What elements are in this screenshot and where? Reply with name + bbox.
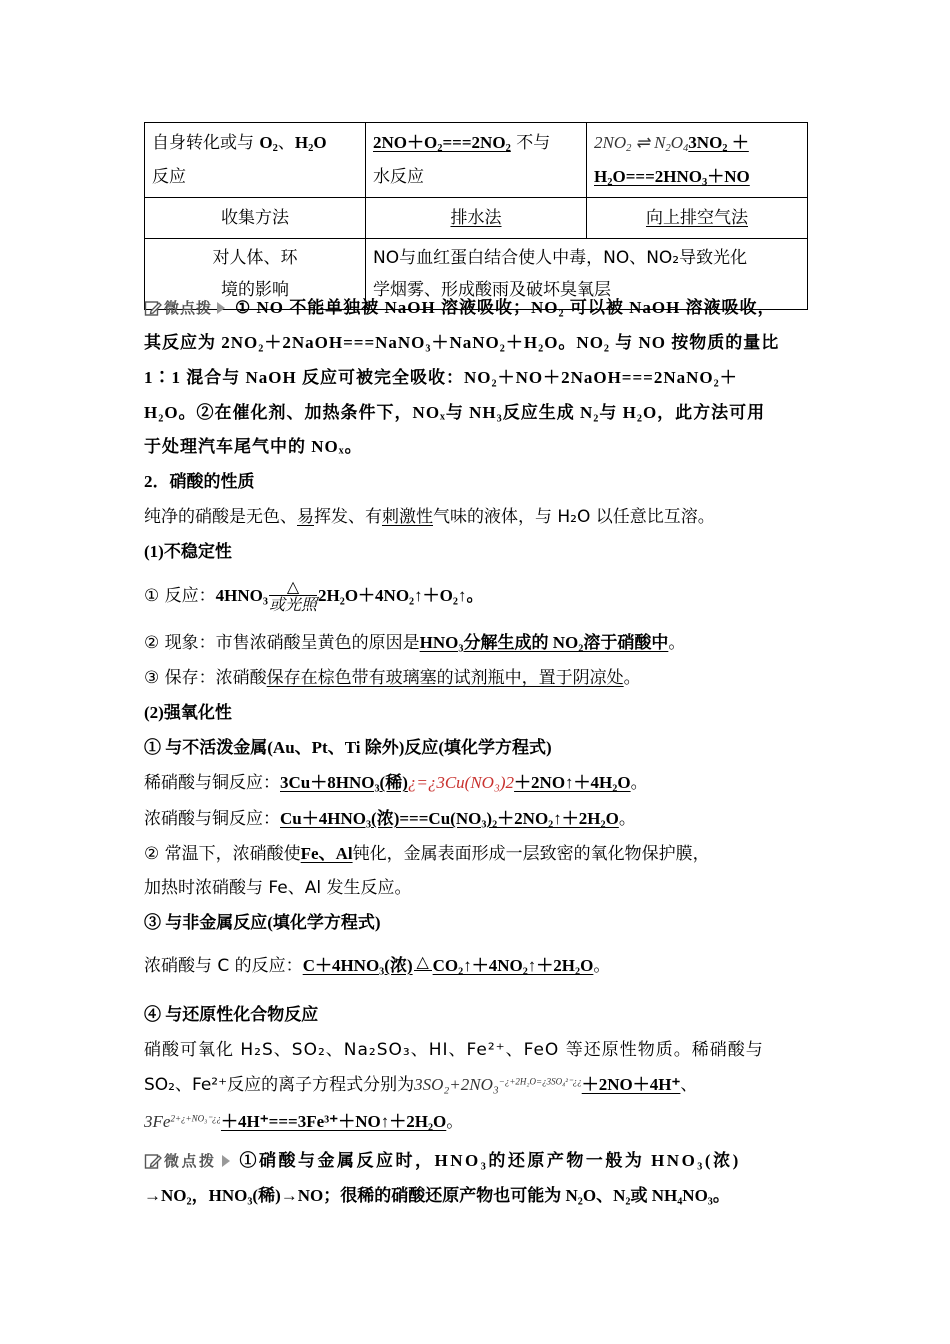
tip1-line-5: 于处理汽车尾气中的 NOₓ。 xyxy=(144,437,363,456)
tip2-line-1: 微点拨 ①硝酸与金属反应时，HNO₃的还原产物一般为 HNO₃(浓) xyxy=(144,1149,741,1173)
passivation-line-1: ② 常温下，浓硝酸使Fe、Al钝化，金属表面形成一层致密的氧化物保护膜， xyxy=(144,844,710,864)
heat-condition: △ xyxy=(414,954,432,971)
subheading-instability: (1)不稳定性 xyxy=(144,542,232,561)
row-label: 自身转化或与 $O_2$、$H_2O$ 反应 xyxy=(145,123,366,198)
decomposition-reaction: ① 反应：4HNO₃ △ 或光照 2H₂O＋4NO₂↑＋O₂↑。 xyxy=(144,576,484,614)
tip2-line-2: →NO₂，HNO₃(稀)→NO；很稀的硝酸还原产物也可能为 N₂O、N₂或 NH₄NO₃。 xyxy=(144,1186,730,1205)
impact-cell: NO与血红蛋白结合使人中毒，NO、NO₂导致光化 学烟雾、形成酸雨及破坏臭氧层 xyxy=(366,239,808,310)
tip1-line-1: 微点拨 ① NO 不能单独被 NaOH 溶液吸收；NO₂ 可以被 NaOH 溶液吸收， xyxy=(144,296,776,320)
reaction-condition: △ 或光照 xyxy=(268,576,317,614)
nonmetal-heading: ③ 与非金属反应(填化学方程式) xyxy=(144,913,381,932)
subheading-oxidizing: (2)强氧化性 xyxy=(144,703,232,722)
reductive-line-2: SO₂、Fe²⁺反应的离子方程式分别为3SO₂+2NO₃$^{-¿+2H_2O=¿3SO_4^{2-}¿¿}$＋2NO＋4H⁺、 xyxy=(144,1075,698,1095)
nitrogen-oxides-table xyxy=(144,122,808,310)
no2-collect-cell: 向上排空气法 xyxy=(587,198,808,239)
no2-reaction-cell: $2NO_2$ ⇌ $N_2O_43NO_2$ ＋ $H_2O===2HNO_3+NO$ xyxy=(587,123,808,198)
tip-badge: 微点拨 xyxy=(144,1149,230,1173)
tip-badge: 微点拨 xyxy=(144,296,225,320)
row-label: 收集方法 xyxy=(145,198,366,239)
no-reaction-cell: $2NO+O_2===2NO_2$ 不与 水反应 xyxy=(366,123,587,198)
reductive-line-1: 硝酸可氧化 H₂S、SO₂、Na₂SO₃、HI、Fe²⁺、FeO 等还原性物质。稀硝酸与 xyxy=(144,1040,764,1060)
pencil-note-icon xyxy=(144,299,162,317)
dilute-copper-line: 稀硝酸与铜反应：3Cu＋8HNO₃(稀)¿=¿3Cu(NO₃)2＋2NO↑＋4H₂O。 xyxy=(144,773,648,793)
intro-line: 纯净的硝酸是无色、易挥发、有刺激性气味的液体，与 H₂O 以任意比互溶。 xyxy=(144,507,715,527)
reductive-heading: ④ 与还原性化合物反应 xyxy=(144,1005,319,1024)
section-heading: 2．硝酸的性质 xyxy=(144,472,255,491)
tip1-line-3: 1∶1 混合与 NaOH 反应可被完全吸收：NO₂＋NO＋2NaOH===2NaNO₂＋ xyxy=(144,368,738,387)
pencil-note-icon xyxy=(144,1152,162,1170)
no-collect-cell: 排水法 xyxy=(366,198,587,239)
conc-copper-line: 浓硝酸与铜反应：Cu＋4HNO₃(浓)===Cu(NO₃)₂＋2NO₂↑＋2H₂O。 xyxy=(144,809,636,829)
tip1-line-2: 其反应为 2NO₂＋2NaOH===NaNO₃＋NaNO₂＋H₂O。NO₂ 与 NO 按物质的量比 xyxy=(144,333,780,352)
carbon-reaction-line: 浓硝酸与 C 的反应：C＋4HNO₃(浓) △ CO₂↑＋4NO₂↑＋2H₂O。 xyxy=(144,952,611,976)
table-row xyxy=(145,198,808,239)
row-label: 对人体、环 境的影响 xyxy=(145,239,366,310)
storage-line: ③ 保存：浓硝酸保存在棕色带有玻璃塞的试剂瓶中，置于阴凉处。 xyxy=(144,668,641,688)
tip1-line-4: H₂O。②在催化剂、加热条件下，NOₓ与 NH₃反应生成 N₂与 H₂O，此方法可用 xyxy=(144,403,766,422)
phenomenon-line: ② 现象：市售浓硝酸呈黄色的原因是HNO₃分解生成的 NO₂溶于硝酸中。 xyxy=(144,633,686,653)
metal-heading: ① 与不活泼金属(Au、Pt、Ti 除外)反应(填化学方程式) xyxy=(144,738,552,757)
table-row xyxy=(145,123,808,198)
passivation-line-2: 加热时浓硝酸与 Fe、Al 发生反应。 xyxy=(144,878,412,898)
reductive-line-3: $3Fe^{2+¿+NO_3^-¿¿}+4H^+===3Fe^{3+}+NO↑+2H_2O$。 xyxy=(144,1112,464,1132)
